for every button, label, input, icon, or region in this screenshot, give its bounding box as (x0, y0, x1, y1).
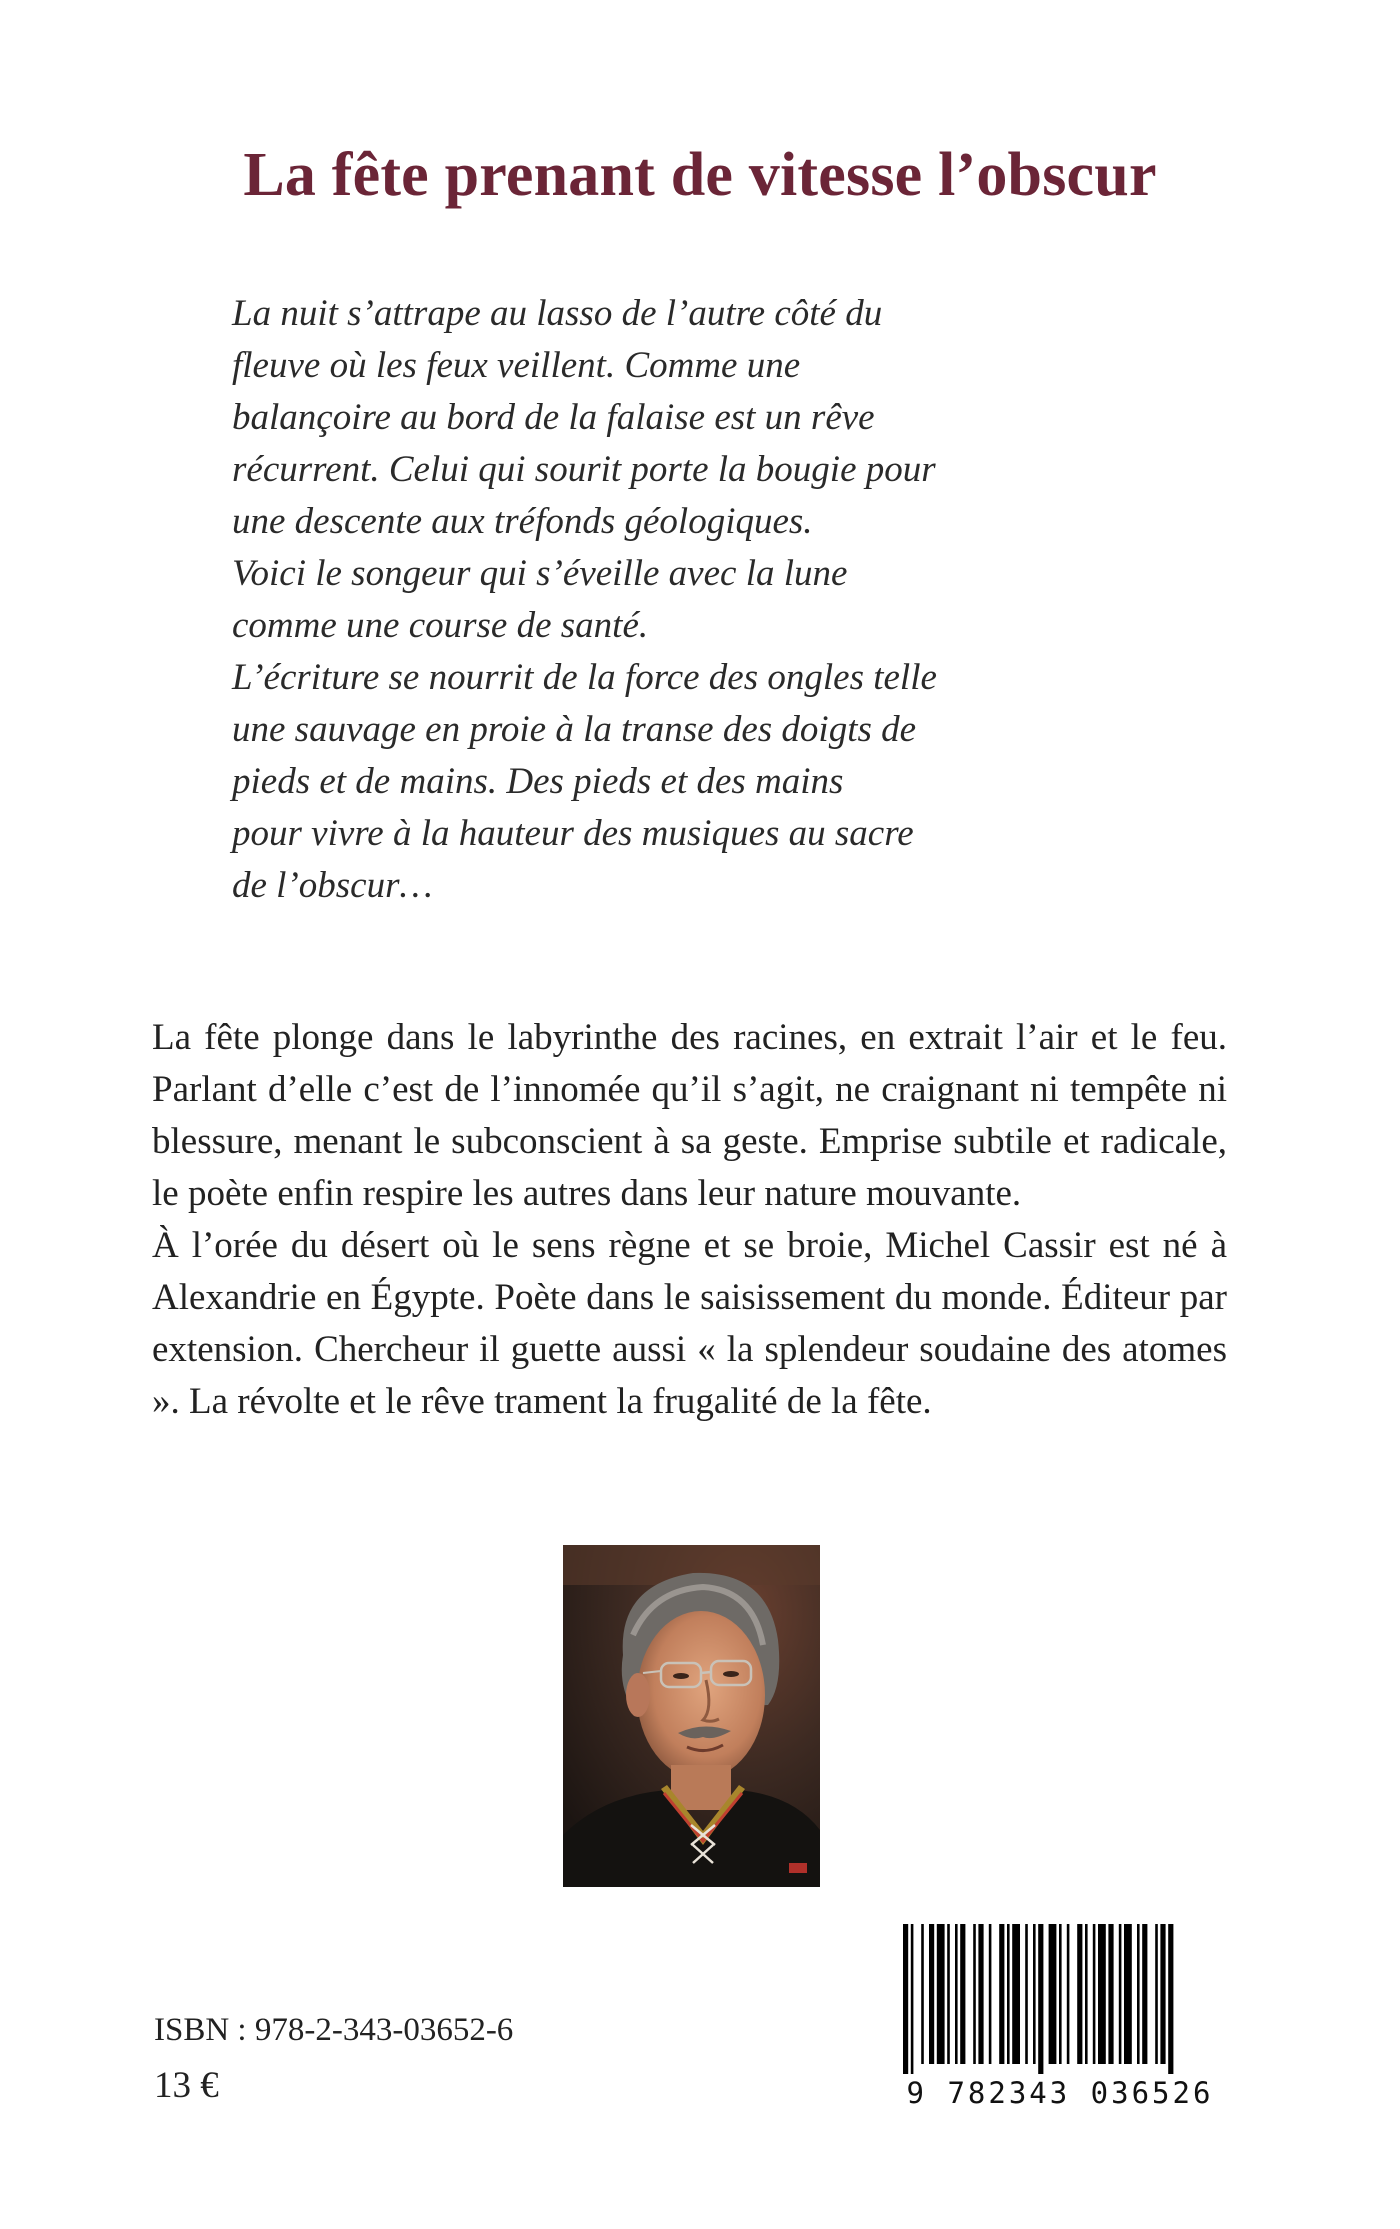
barcode-bar (978, 1924, 983, 2064)
barcode-bar (1160, 1924, 1165, 2064)
poem-line: pieds et de mains. Des pieds et des mains (232, 761, 844, 802)
barcode-bar (929, 1924, 934, 2064)
barcode-bar (903, 1924, 908, 2074)
poem-line: récurrent. Celui qui sourit porte la bougie pour (232, 449, 936, 490)
barcode-bar (973, 1924, 976, 2064)
barcode-bar (989, 1924, 992, 2064)
barcode-bar (1093, 1924, 1096, 2064)
price: 13 € (154, 2065, 219, 2106)
barcode-bar (1012, 1924, 1020, 2064)
barcode-bar (1108, 1924, 1113, 2064)
barcode-bar (1098, 1924, 1106, 2064)
barcode-bar (1155, 1924, 1158, 2064)
barcode-bar (911, 1924, 914, 2074)
poem-line: La nuit s’attrape au lasso de l’autre côté du (232, 293, 883, 334)
author-bio-paragraph: À l’orée du désert où le sens règne et se broie, Michel Cassir est né à Alexandrie en Égypte. Poète dans le saisissement du monde. Éditeur par extension. Chercheur il guette aussi « la splendeur soudaine des atomes ». La révolte et le rêve trament la frugalité de la fête. (152, 1225, 1227, 1422)
barcode-bar (921, 1924, 924, 2064)
barcode-bar (1085, 1924, 1088, 2064)
barcode-bar (1077, 1924, 1082, 2064)
barcode-bar (1168, 1924, 1173, 2074)
barcode-bar (947, 1924, 950, 2064)
barcode-bar (1124, 1924, 1132, 2064)
poem-line: de l’obscur… (232, 865, 433, 906)
barcode-bar (937, 1924, 945, 2064)
barcode-bar (1049, 1924, 1057, 2064)
barcode-bar (1059, 1924, 1062, 2064)
poem-line: fleuve où les feux veillent. Comme une (232, 345, 801, 386)
barcode-bar (960, 1924, 965, 2064)
description-paragraph: La fête plonge dans le labyrinthe des racines, en extrait l’air et le feu. Parlant d’elle c’est de l’innomée qu’il s’agit, ne craignant ni tempête ni blessure, menant le subconscient à sa geste. Emprise subtile et radicale, le poète enfin respire les autres dans leur nature mouvante. (152, 1017, 1227, 1214)
poem-line: une descente aux tréfonds géologiques. (232, 501, 813, 542)
poem-line: pour vivre à la hauteur des musiques au sacre (232, 813, 914, 854)
barcode-bar (1142, 1924, 1147, 2064)
barcode-bar (1025, 1924, 1028, 2064)
barcode-bar (1007, 1924, 1010, 2064)
poem-line: balançoire au bord de la falaise est un rêve (232, 397, 875, 438)
barcode-bar (1119, 1924, 1122, 2064)
author-portrait-image (563, 1545, 820, 1887)
book-description (152, 1012, 1227, 1428)
barcode-bar (1033, 1924, 1036, 2064)
poem-line: L’écriture se nourrit de la force des ongles telle (232, 657, 937, 698)
barcode-bar (1137, 1924, 1140, 2064)
barcode-digits: 9 782343 036526 (906, 2076, 1214, 2110)
barcode-bar (955, 1924, 958, 2064)
barcode (895, 1924, 1225, 2124)
barcode-bar (1038, 1924, 1043, 2074)
poem-line: une sauvage en proie à la transe des doigts de (232, 709, 917, 750)
barcode-bar (1067, 1924, 1070, 2064)
poem-line: comme une course de santé. (232, 605, 649, 646)
isbn-number: ISBN : 978-2-343-03652-6 (154, 2012, 514, 2048)
poem-line: Voici le songeur qui s’éveille avec la lune (232, 553, 848, 594)
poem-excerpt (232, 288, 1032, 912)
barcode-bars (895, 1924, 1225, 2074)
barcode-bar (999, 1924, 1004, 2064)
author-photo (563, 1545, 820, 1887)
book-title: La fête prenant de vitesse l’obscur (243, 141, 1157, 209)
